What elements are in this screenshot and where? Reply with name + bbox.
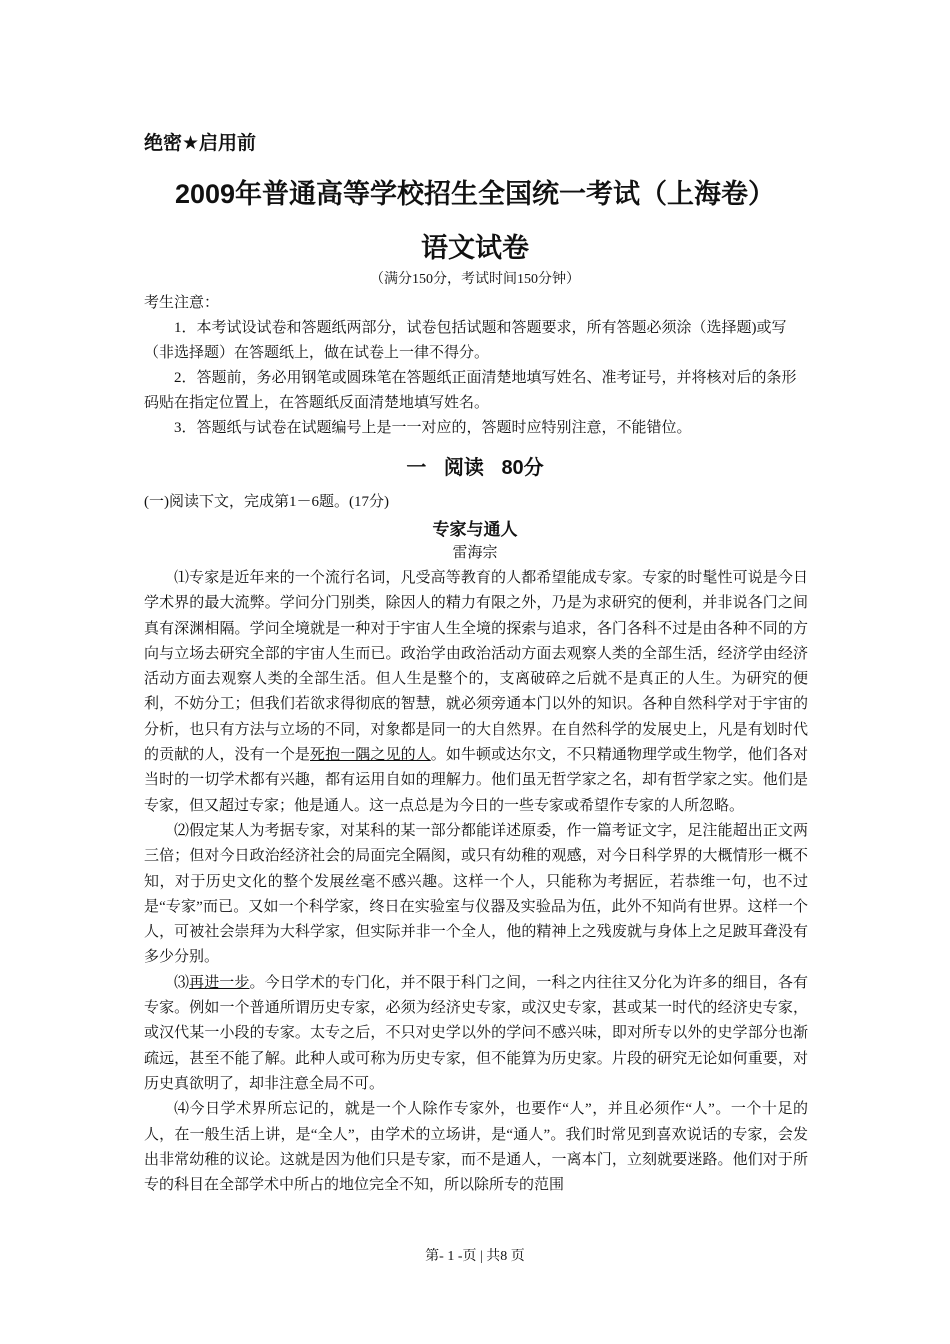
section-name: 阅读 <box>443 457 484 479</box>
score-info: （满分150分，考试时间150分钟） <box>370 272 580 287</box>
paragraph-1-text: ⑴专家是近年来的一个流行名词，凡受高等教育的人都希望能成专家。专家的时髦性可说是今日学术界的最大流弊。学问分门别类，除因人的精力有限之外，乃是为求研究的便利，并非说各门之间真有深渊相隔。学问全境就是一种对于宇宙人生全境的探索与追求，各门各科不过是由各种不同的方向与立场去研究全部的宇宙人生而已。政治学由政治活动方面去观察人类的全部生活，经济学由经济活动方面去观察人类的全部生活。但人生是整个的，支离破碎之后就不是真正的人生。为研究的便利，不妨分工；但我们若欲求得彻底的智慧，就必须旁通本门以外的知识。各种自然科学对于宇宙的分析，也只有方法与立场的不同，对象都是同一的大自然界。在自然科学的发展史上，凡是有划时代的贡献的人，没有一个是 <box>144 570 808 764</box>
paragraph-3 <box>144 971 808 1097</box>
exam-subtitle: 语文试卷 <box>421 233 529 263</box>
note-item: 3．答题纸与试卷在试题编号上是一一对应的，答题时应特别注意，不能错位。 <box>174 420 692 436</box>
section-heading <box>0 451 950 480</box>
underlined-phrase: 死抱一隅之见的人 <box>310 747 431 764</box>
underlined-phrase: 再进一步 <box>189 974 250 991</box>
article-author: 雷海宗 <box>452 545 498 561</box>
article-body <box>144 566 808 1198</box>
paragraph-1-text-cont: 。如牛顿或达尔文，不只精通物理学或生物学，他们各对当时的一切学术都有兴趣，都有运用自如的理解力。他们虽无哲学家之名，却有哲学家之实。他们是专家，但又超过专家；他是通人。这一点总是为今日的一些专家或希望作专家的人所忽略。 <box>144 747 808 814</box>
note-item: 1．本考试设试卷和答题纸两部分，试卷包括试题和答题要求，所有答题必须涂（选择题)或写（非选择题）在答题纸上，做在试卷上一律不得分。 <box>144 320 787 361</box>
notes-heading: 考生注意： <box>144 295 220 311</box>
paragraph-3-text: 。今日学术的专门化，并不限于科门之间，一科之内往往又分化为许多的细目，各有专家。例如一个普通所谓历史专家，必须为经济史专家，或汉史专家，甚或某一时代的经济史专家，或汉代某一小段的专家。太专之后，不只对史学以外的学问不感兴味，即对所专以外的史学部分也渐疏远，甚至不能了解。此种人或可称为历史专家，但不能算为历史家。片段的研究无论如何重要，对历史真欲明了，却非注意全局不可。 <box>144 974 808 1092</box>
section-points: 80分 <box>501 457 544 479</box>
reading-intro: (一)阅读下文，完成第1－6题。(17分) <box>144 494 389 510</box>
paragraph-2: ⑵假定某人为考据专家，对某科的某一部分都能详述原委，作一篇考证文字，足注能超出正文两三倍；但对今日政治经济社会的局面完全隔阂，或只有幼稚的观感，对今日科学界的大概情形一概不知，对于历史文化的整个发展丝毫不感兴趣。这样一个人，只能称为考据匠，若恭维一句，也不过是“专家”而已。又如一个科学家，终日在实验室与仪器及实验品为伍，此外不知尚有世界。这样一个人，可被社会崇拜为大科学家，但实际并非一个全人，他的精神上之残废就与身体上之足跛耳聋没有多少分别。 <box>144 822 808 966</box>
secret-label: 绝密★启用前 <box>144 133 257 154</box>
note-item: 2．答题前，务必用钢笔或圆珠笔在答题纸正面清楚地填写姓名、准考证号，并将核对后的条形码贴在指定位置上，在答题纸反面清楚地填写姓名。 <box>144 370 797 411</box>
paragraph-4: ⑷今日学术界所忘记的，就是一个人除作专家外，也要作“人”，并且必须作“人”。一个十足的人，在一般生活上讲，是“全人”，由学术的立场讲，是“通人”。我们时常见到喜欢说话的专家，会发出非常幼稚的议论。这就是因为他们只是专家，而不是通人，一离本门，立刻就要迷路。他们对于所专的科目在全部学术中所占的地位完全不知，所以除所专的范围 <box>144 1101 808 1194</box>
paragraph-1 <box>144 566 808 819</box>
article-title: 专家与通人 <box>432 520 518 539</box>
exam-title: 2009年普通高等学校招生全国统一考试（上海卷） <box>174 179 776 209</box>
page-footer: 第- 1 -页 | 共8 页 <box>425 1249 525 1264</box>
section-number: 一 <box>406 457 427 479</box>
paragraph-3-number: ⑶ <box>174 974 190 991</box>
candidate-notes <box>144 291 808 441</box>
